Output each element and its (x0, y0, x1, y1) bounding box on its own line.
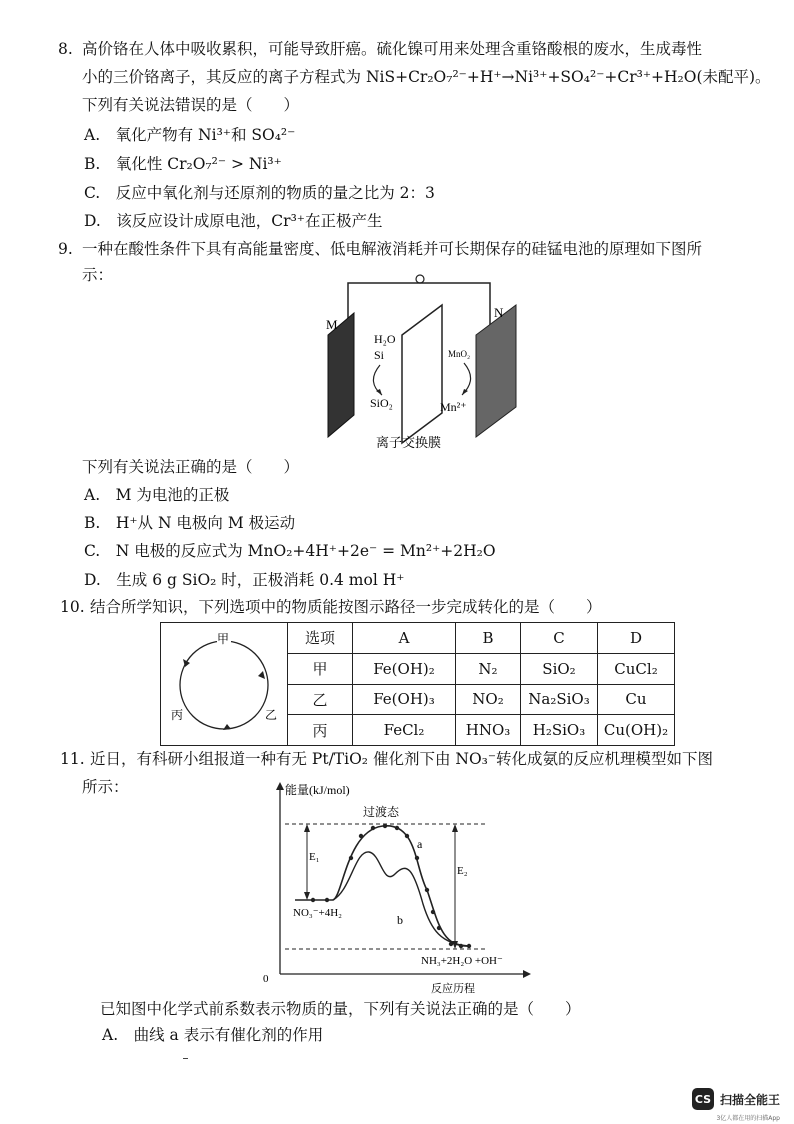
conversion-cycle-diagram (161, 623, 287, 741)
q9-option-b[interactable]: B. H⁺从 N 电极向 M 极运动 (84, 514, 296, 532)
q8-option-d[interactable]: D. 该反应设计成原电池，Cr³⁺在正极产生 (84, 212, 383, 230)
curve-a (295, 826, 469, 946)
q10-options-table (160, 622, 675, 746)
table-cell: NO₂ (456, 684, 521, 715)
electrode-n (476, 305, 516, 437)
q9-option-d[interactable]: D. 生成 6 g SiO₂ 时，正极消耗 0.4 mol H⁺ (84, 571, 405, 589)
reactants-label: NO₃⁻+4H₂ (293, 907, 343, 919)
curve-a-label: a (417, 837, 423, 851)
label-mno2: MnO₂ (448, 349, 471, 359)
q8-line2-text: 小的三价铬离子，其反应的离子方程式为 (82, 68, 366, 86)
label-m: M (326, 317, 338, 332)
q9-line2: 示： (82, 266, 114, 284)
q9-stem: 下列有关说法正确的是（ ） (82, 458, 300, 476)
table-header-cell: C (521, 623, 598, 654)
cycle-label-bing: 丙 (171, 708, 184, 722)
q11-line2: 所示： (82, 778, 129, 796)
q8-line1: 高价铬在人体中吸收累积，可能导致肝癌。硫化镍可用来处理含重铬酸根的废水，生成毒性 (82, 40, 703, 58)
graph-ylabel: 能量(kJ/mol) (285, 783, 350, 797)
table-cell: N₂ (456, 653, 521, 684)
label-sio2: SiO₂ (370, 396, 393, 410)
table-cell: Fe(OH)₃ (353, 684, 456, 715)
q9-line1: 一种在酸性条件下具有高能量密度、低电解液消耗并可长期保存的硅锰电池的原理如下图所 (82, 240, 703, 258)
label-si: Si (374, 348, 385, 362)
energy-profile-graph (255, 778, 555, 996)
q8-equation: NiS+Cr₂O₇²⁻+H⁺→Ni³⁺+SO₄²⁻+Cr³⁺+H₂O(未配平)。 (365, 68, 771, 86)
table-cell: Cu (598, 684, 675, 715)
table-cell: SiO₂ (521, 653, 598, 684)
table-header-cell: A (353, 623, 456, 654)
e2-label: E₂ (457, 865, 468, 877)
q10-line1: 结合所学知识，下列选项中的物质能按图示路径一步完成转化的是（ ） (90, 598, 602, 616)
q11-stem: 已知图中化学式前系数表示物质的量，下列有关说法正确的是（ ） (100, 1000, 581, 1018)
q8-option-b[interactable]: B. 氧化性 Cr₂O₇²⁻ > Ni³⁺ (84, 155, 282, 173)
table-header-cell: B (456, 623, 521, 654)
table-cell: Cu(OH)₂ (598, 715, 675, 746)
q8-stem: 下列有关说法错误的是（ ） (82, 96, 300, 114)
table-header-cell: D (598, 623, 675, 654)
scanner-name: 扫描全能王 (719, 1092, 780, 1107)
label-mn2plus: Mn²⁺ (440, 400, 467, 414)
silicon-manganese-battery-diagram (310, 265, 540, 460)
bulb-icon (416, 275, 424, 283)
table-cell: HNO₃ (456, 715, 521, 746)
curve-b-label: b (397, 913, 403, 927)
scanner-logo (692, 1088, 780, 1110)
conversion-cycle-cell (161, 623, 288, 746)
q9-number: 9. (58, 240, 73, 258)
table-cell: 甲 (288, 653, 353, 684)
table-header-cell: 选项 (288, 623, 353, 654)
table-cell: CuCl₂ (598, 653, 675, 684)
label-membrane: 离子交换膜 (376, 435, 442, 450)
q11-option-a[interactable]: A. 曲线 a 表示有催化剂的作用 (102, 1026, 324, 1044)
products-label: NH₃+2H₂O +OH⁻ (421, 955, 503, 967)
table-cell: 乙 (288, 684, 353, 715)
scanner-tagline: 3亿人都在用的扫描App (716, 1115, 780, 1122)
scan-mark (183, 1058, 188, 1059)
ion-exchange-membrane (402, 305, 442, 443)
table-cell: H₂SiO₃ (521, 715, 598, 746)
label-h2o: H₂O (374, 332, 396, 346)
q8-number: 8. (58, 40, 73, 58)
q8-line2 (82, 66, 771, 88)
q8-option-c[interactable]: C. 反应中氧化剂与还原剂的物质的量之比为 2：3 (84, 184, 435, 202)
q9-option-c[interactable]: C. N 电极的反应式为 MnO₂+4H⁺+2e⁻ = Mn²⁺+2H₂O (84, 542, 496, 560)
q9-option-a[interactable]: A. M 为电池的正极 (84, 486, 230, 504)
q8-option-a[interactable]: A. 氧化产物有 Ni³⁺和 SO₄²⁻ (84, 126, 296, 144)
cycle-label-jia: 甲 (217, 632, 230, 646)
q11-number: 11. (60, 750, 85, 768)
e1-label: E₁ (309, 851, 320, 863)
table-cell: Na₂SiO₃ (521, 684, 598, 715)
graph-xlabel: 反应历程 (431, 983, 475, 995)
table-cell: Fe(OH)₂ (353, 653, 456, 684)
q10-number: 10. (60, 598, 85, 616)
table-cell: 丙 (288, 715, 353, 746)
curve-b (333, 852, 469, 946)
label-n: N (494, 305, 504, 320)
graph-ts-label: 过渡态 (363, 805, 400, 819)
origin-label: 0 (263, 973, 269, 985)
table-cell: FeCl₂ (353, 715, 456, 746)
cycle-label-yi: 乙 (265, 708, 278, 722)
cs-logo-icon: CS (692, 1088, 714, 1110)
q11-line1: 近日，有科研小组报道一种有无 Pt/TiO₂ 催化剂下由 NO₃⁻转化成氨的反应机理模型如下图 (90, 750, 714, 768)
